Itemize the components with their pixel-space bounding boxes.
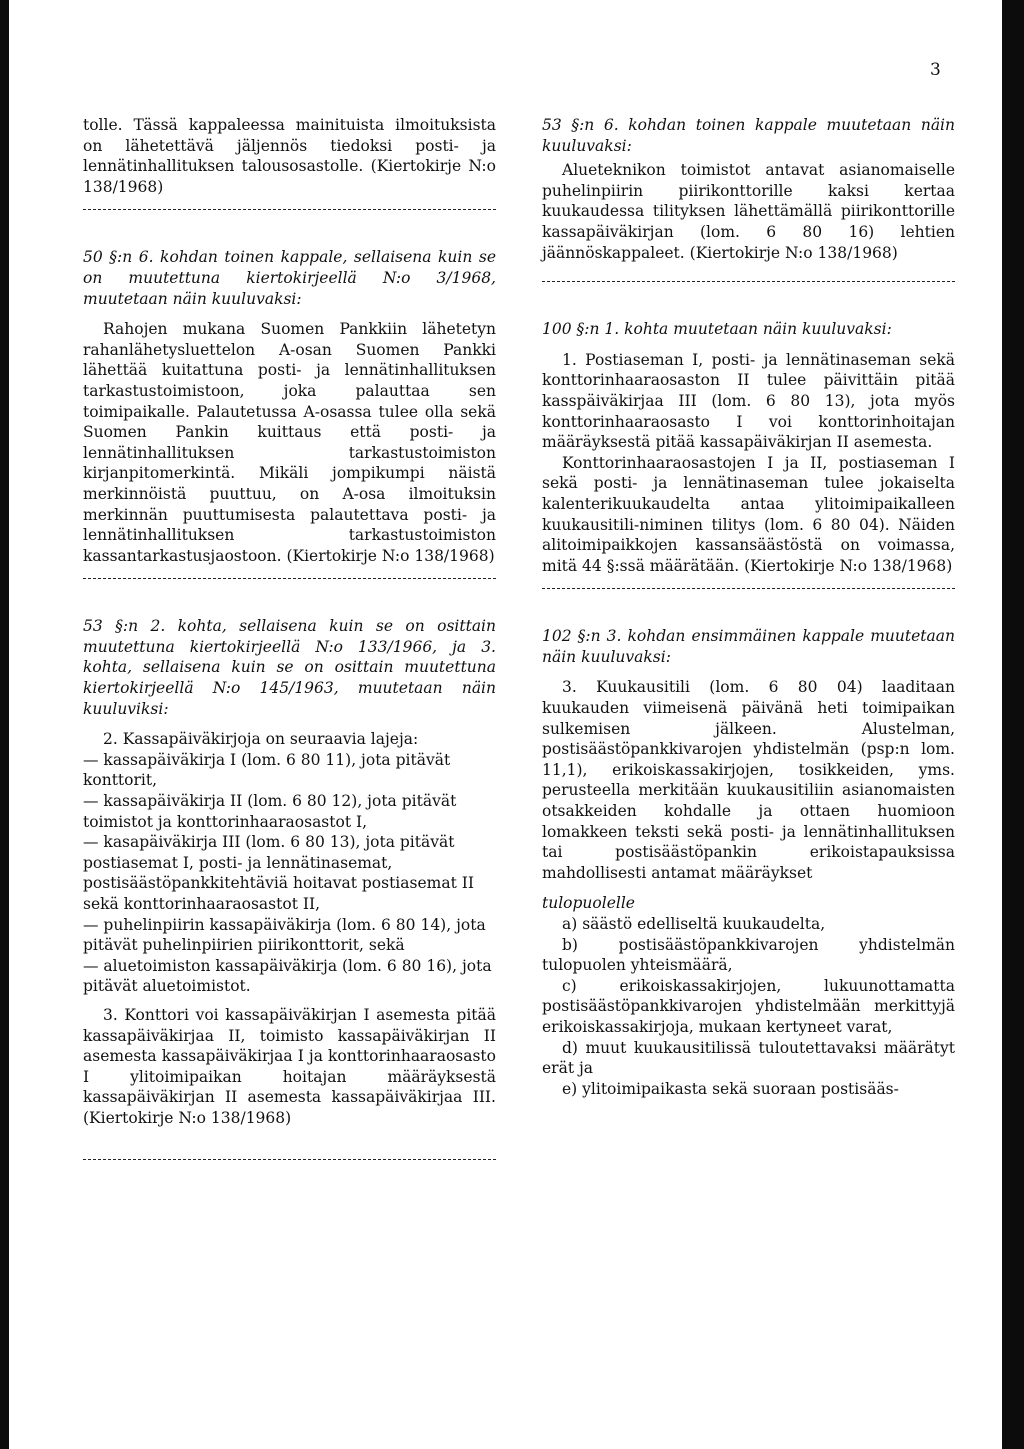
section-100-paragraph-2: Konttorinhaaraosastojen I ja II, postiaseman I sekä posti- ja lennätinaseman tulee jokaiselta kalenterikuukaudelta antaa ylitoimipaikalleen kuukausitili-niminen tilitys (lom. 6 80 04). Näiden alitoimipaikkojen kassansäästöstä on voimassa, mitä 44 §:ssä määrätään. (Kiertokirje N:o 138/1968) xyxy=(542,453,955,575)
section-50-heading: 50 §:n 6. kohdan toinen kappale, sellaisena kuin se on muutettuna kiertokirjeellä N:o 3/1968, muutetaan näin kuuluvaksi: xyxy=(83,248,496,308)
section-53-list-item: — kasapäiväkirja III (lom. 6 80 13), jota pitävät postiasemat I, posti- ja lennätinasemat, postisäästöpankkitehtäviä hoitavat postiasemat II sekä konttorinhaaraosastot II, xyxy=(83,833,474,913)
section-53-point-2-intro: 2. Kassapäiväkirjoja on seuraavia lajeja: xyxy=(103,730,419,749)
section-53-point-3: 3. Konttori voi kassapäiväkirjan I asemesta pitää kassapäiväkirjaa II, toimisto kassapäiväkirjan II asemesta kassapäiväkirjaa I ja konttorinhaaraosasto I ylitoimipaikan hoitajan määräyksestä kassapäiväkirjan II asemesta kassapäiväkirjaa III. (Kiertokirje N:o 138/1968) xyxy=(83,1005,496,1127)
tulopuolelle-item: c) erikoiskassakirjojen, lukuunottamatta postisäästöpankkivarojen yhdistelmään merkittyjä erikoiskassakirjoja, mukaan kertyneet varat, xyxy=(542,976,955,1036)
section-102-heading: 102 §:n 3. kohdan ensimmäinen kappale muutetaan näin kuuluvaksi: xyxy=(542,627,955,666)
tulopuolelle-item: e) ylitoimipaikasta sekä suoraan postisääs- xyxy=(562,1079,899,1098)
left-column xyxy=(83,115,496,1160)
section-50-body: Rahojen mukana Suomen Pankkiin lähetetyn rahanlähetysluettelon A-osan Suomen Pankki lähettää kuitattuna posti- ja lennätinhallituksen tarkastustoimistoon, joka palauttaa sen toimipaikalle. Palautetussa A-osassa tulee olla sekä Suomen Pankin kuittaus että posti- ja lennätinhallituksen tarkastustoimiston kirjanpitomerkintä. Mikäli jompikumpi näistä merkinnöistä puuttuu, on A-osa ilmoituksin merkinnän puuttumisesta palautettava posti- ja lennätinhallituksen tarkastustoimiston kassantarkastusjaostoon. (Kiertokirje N:o 138/1968) xyxy=(83,320,496,565)
section-divider xyxy=(83,1159,496,1160)
tulopuolelle-item: a) säästö edelliseltä kuukaudelta, xyxy=(562,915,826,933)
section-53-list-item: — aluetoimiston kassapäiväkirja (lom. 6 80 16), jota pitävät aluetoimistot. xyxy=(83,956,492,996)
section-53-list-item: — kassapäiväkirja II (lom. 6 80 12), jota pitävät toimistot ja konttorinhaaraosastot I, xyxy=(83,792,457,831)
right-column xyxy=(542,115,955,1099)
section-divider xyxy=(542,588,955,589)
section-53-6-body: Alueteknikon toimistot antavat asianomaiselle puhelinpiirin piirikonttorille kaksi kertaa kuukaudessa tilityksen lähettämällä piirikonttorille kassapäiväkirjan (lom. 6 80 16) lehtien jäännöskappaleet. (Kiertokirje N:o 138/1968) xyxy=(542,161,955,262)
section-100-point-1: 1. Postiaseman I, posti- ja lennätinaseman sekä konttorinhaaraosaston II tulee päivittäin pitää kasspäiväkirjaa III (lom. 6 80 13), jota myös konttorinhaaraosasto I voi konttorinhoitajan määräyksestä pitää kassapäiväkirjan II asemesta. xyxy=(542,350,955,452)
section-53-list-item: — kassapäiväkirja I (lom. 6 80 11), jota pitävät konttorit, xyxy=(83,750,451,790)
section-53-heading: 53 §:n 2. kohta, sellaisena kuin se on osittain muutettuna kiertokirjeellä N:o 133/1966, ja 3. kohta, sellaisena kuin se on osittain muutettuna kiertokirjeellä N:o 145/1963, muutetaan näin kuuluviksi: xyxy=(83,617,496,718)
section-divider xyxy=(83,209,496,210)
section-100-heading: 100 §:n 1. kohta muutetaan näin kuuluvaksi: xyxy=(542,320,892,339)
section-divider xyxy=(83,578,496,579)
tulopuolelle-item: b) postisäästöpankkivarojen yhdistelmän tulopuolen yhteismäärä, xyxy=(542,935,955,975)
intro-paragraph: tolle. Tässä kappaleessa mainituista ilmoituksista on lähetettävä jäljennös tiedoksi posti- ja lennätinhallituksen talousosastolle. (Kiertokirje N:o 138/1968) xyxy=(83,116,496,196)
tulopuolelle-item: d) muut kuukausitilissä tuloutettavaksi määrätyt erät ja xyxy=(542,1038,955,1078)
section-53-list-item: — puhelinpiirin kassapäiväkirja (lom. 6 80 14), jota pitävät puhelinpiirien piirikonttorit, sekä xyxy=(83,915,486,955)
section-53-6-heading: 53 §:n 6. kohdan toinen kappale muutetaan näin kuuluvaksi: xyxy=(542,116,955,155)
section-divider xyxy=(542,281,955,282)
section-102-body: 3. Kuukausitili (lom. 6 80 04) laaditaan kuukauden viimeisenä päivänä heti toimipaikan sulkemisen jälkeen. Alustelman, postisäästöpankkivarojen yhdistelmän (psp:n lom. 11,1), erikoiskassakirjojen, tosikkeiden, yms. perusteella merkitään kuukausitiliin asianomaisten otsakkeiden kohdalle ja ottaen huomioon lomakkeen teksti sekä posti- ja lennätinhallituksen tai postisäästöpankin erikoistapauksissa mahdollisesti antamat määräykset xyxy=(542,678,955,882)
scan-edge-left xyxy=(0,0,9,1449)
scan-edge-right xyxy=(1002,0,1024,1449)
page-number: 3 xyxy=(930,60,941,80)
tulopuolelle-label: tulopuolelle xyxy=(542,894,635,913)
